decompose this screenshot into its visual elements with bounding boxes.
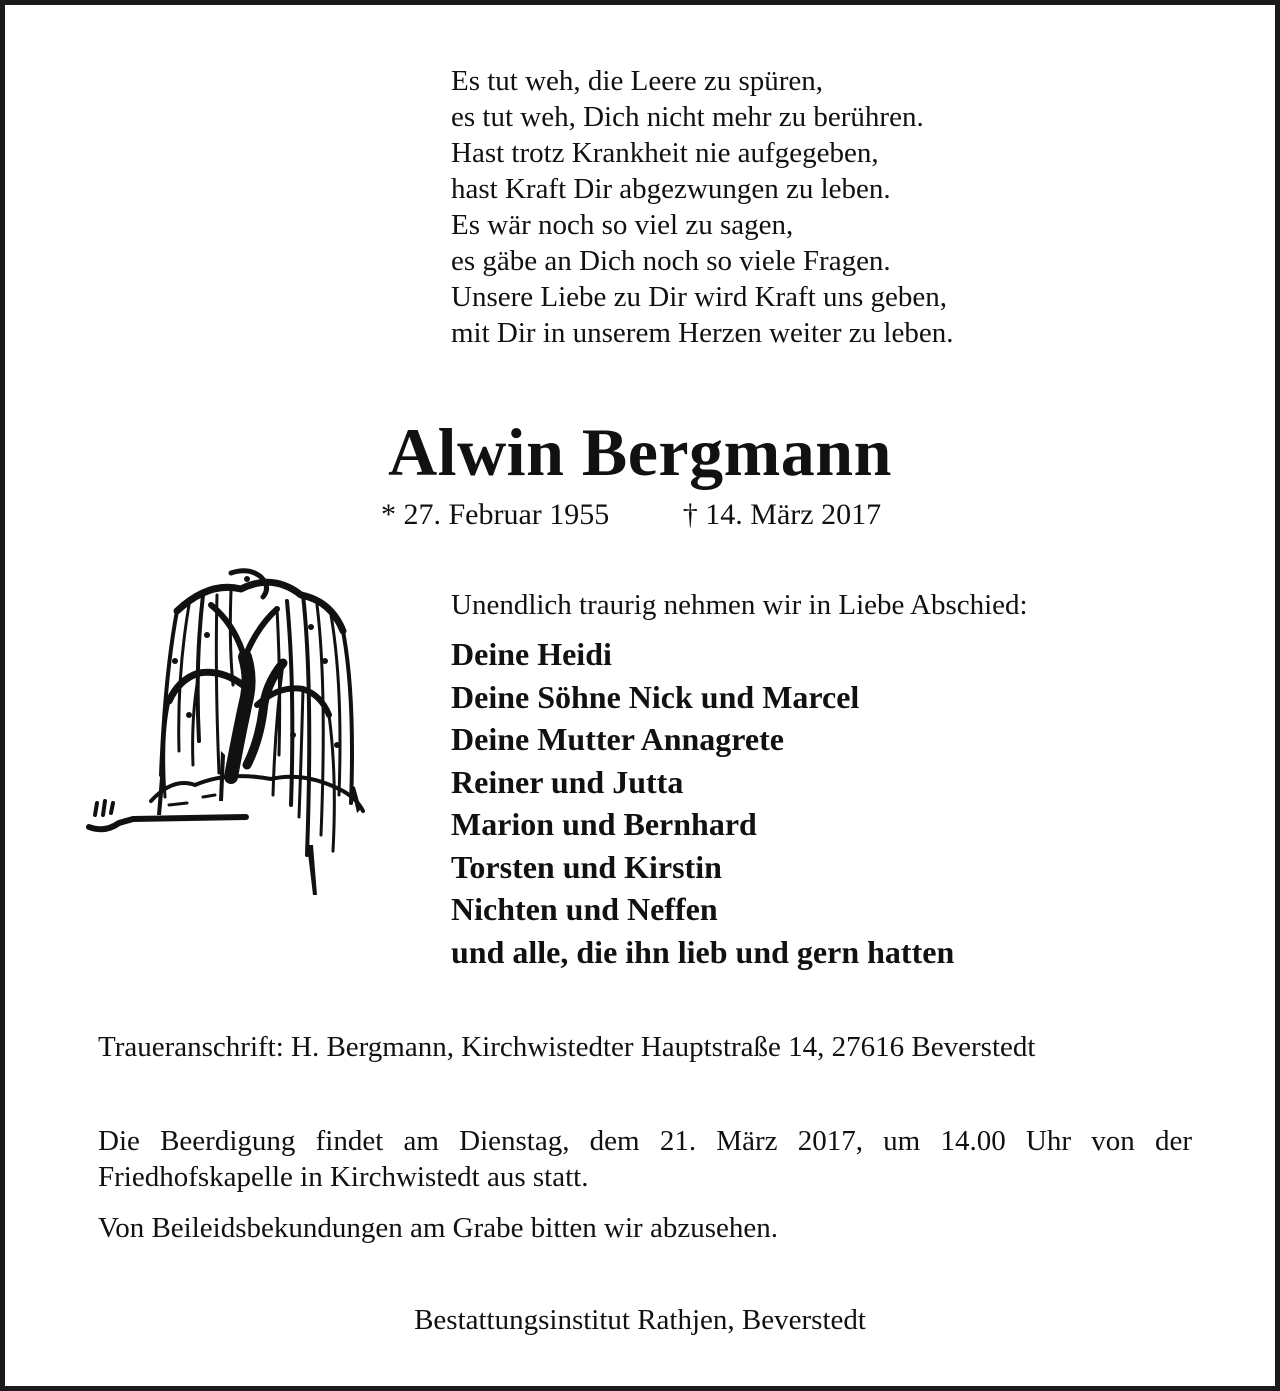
mourner-entry: Deine Heidi [451,636,612,672]
mourners-list [451,633,954,973]
undertaker-name: Bestattungsinstitut Rathjen, Beverstedt [414,1304,866,1336]
mourner-entry: Nichten und Neffen [451,891,718,927]
mourner-entry: Marion und Bernhard [451,806,757,842]
mourning-address: Traueranschrift: H. Bergmann, Kirchwistedter Hauptstraße 14, 27616 Beverstedt [98,1031,1036,1063]
mourner-entry: Reiner und Jutta [451,763,684,800]
condolences-note: Von Beileidsbekundungen am Grabe bitten wir abzusehen. [98,1212,778,1244]
poem [451,63,953,351]
mourner-entry: Deine Söhne Nick und Marcel [451,678,860,715]
poem-line: Es tut weh, die Leere zu spüren, [451,65,824,97]
mourner-entry: Torsten und Kirstin [451,848,722,885]
mourner-entry: Deine Mutter Annagrete [451,721,784,757]
poem-line: es tut weh, Dich nicht mehr zu berühren. [451,101,924,133]
birth-date: * 27. Februar 1955 [381,498,610,531]
poem-line: Es wär noch so viel zu sagen, [451,209,794,241]
farewell-intro: Unendlich traurig nehmen wir in Liebe Abschied: [451,589,1028,621]
deceased-name: Alwin Bergmann [388,414,892,490]
poem-line: mit Dir in unserem Herzen weiter zu leben. [451,317,954,349]
poem-line: Unsere Liebe zu Dir wird Kraft uns geben, [451,281,948,313]
poem-line: es gäbe an Dich noch so viele Fragen. [451,245,891,277]
mourner-entry: und alle, die ihn lieb und gern hatten [451,933,955,970]
poem-line: Hast trotz Krankheit nie aufgegeben, [451,137,879,169]
poem-line: hast Kraft Dir abgezwungen zu leben. [451,173,891,205]
death-date: † 14. März 2017 [682,498,882,531]
life-dates [381,497,881,533]
funeral-details: Die Beerdigung findet am Dienstag, dem 21. März 2017, um 14.00 Uhr von der Friedhofskapelle in Kirchwistedt aus statt. [98,1125,1192,1193]
weeping-willow-icon [81,565,371,900]
